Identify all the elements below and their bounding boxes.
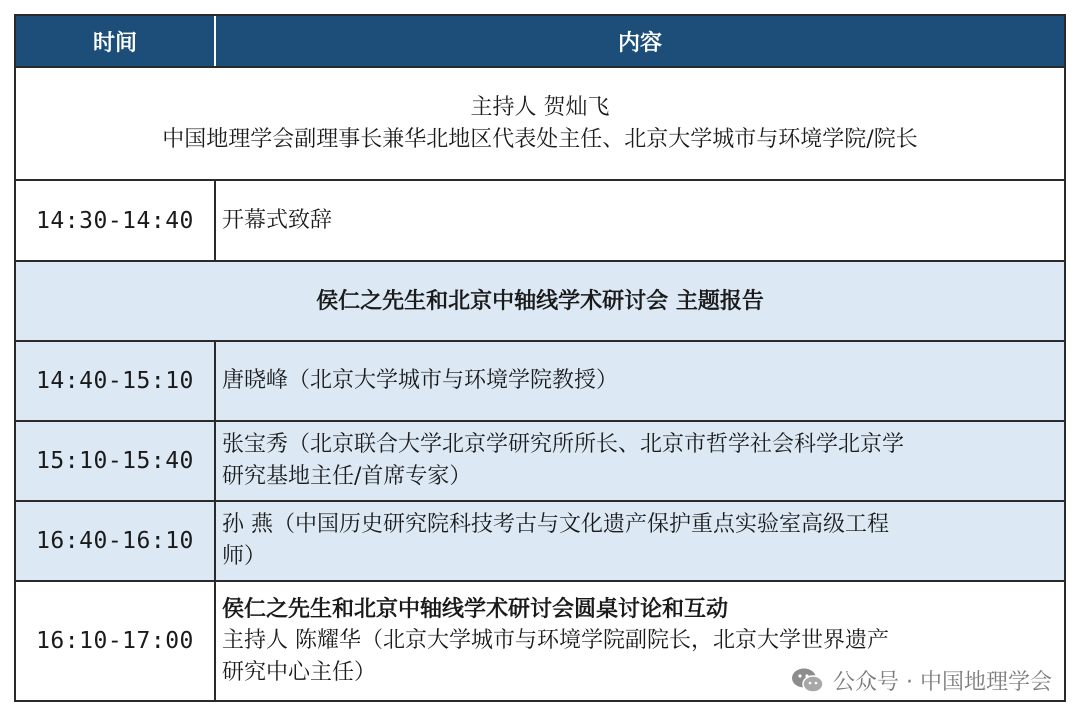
row-time: 14:30-14:40 <box>16 181 216 260</box>
row-content: 唐晓峰（北京大学城市与环境学院教授） <box>222 368 619 393</box>
host-title: 中国地理学会副理事长兼华北地区代表处主任、北京大学城市与环境学院/院长 <box>162 126 918 152</box>
row-time: 14:40-15:10 <box>16 342 216 420</box>
row-content-line: 张宝秀（北京联合大学北京学研究所所长、北京市哲学社会科学北京学 <box>222 432 905 457</box>
row-content-line: 研究中心主任） <box>222 660 377 685</box>
table-row <box>16 181 1064 262</box>
row-content-line: 主持人 陈耀华（北京大学城市与环境学院副院长，北京大学世界遗产 <box>222 628 889 653</box>
host-row <box>16 68 1064 181</box>
watermark <box>791 665 1052 696</box>
row-time: 15:10-15:40 <box>16 422 216 500</box>
row-content: 开幕式致辞 <box>222 207 333 233</box>
row-time: 16:10-17:00 <box>16 582 216 700</box>
wechat-icon <box>791 667 825 695</box>
row-content-line: 孙 燕（中国历史研究院科技考古与文化遗产保护重点实验室高级工程 <box>222 512 889 537</box>
table-header <box>16 16 1064 68</box>
header-content: 内容 <box>617 30 662 56</box>
row-content-line: 研究基地主任/首席专家） <box>222 464 472 489</box>
header-time: 时间 <box>16 16 216 66</box>
row-content-line: 师） <box>222 544 267 569</box>
schedule-table <box>14 14 1066 702</box>
table-row <box>16 502 1064 582</box>
section-title: 侯仁之先生和北京中轴线学术研讨会 主题报告 <box>316 288 764 314</box>
table-row <box>16 342 1064 422</box>
host-name: 主持人 贺灿飞 <box>470 94 610 120</box>
watermark-text: 公众号 · 中国地理学会 <box>833 670 1052 695</box>
roundtable-title: 侯仁之先生和北京中轴线学术研讨会圆桌讨论和互动 <box>222 596 729 622</box>
section-row <box>16 262 1064 342</box>
table-row <box>16 422 1064 502</box>
row-time: 16:40-16:10 <box>16 502 216 580</box>
